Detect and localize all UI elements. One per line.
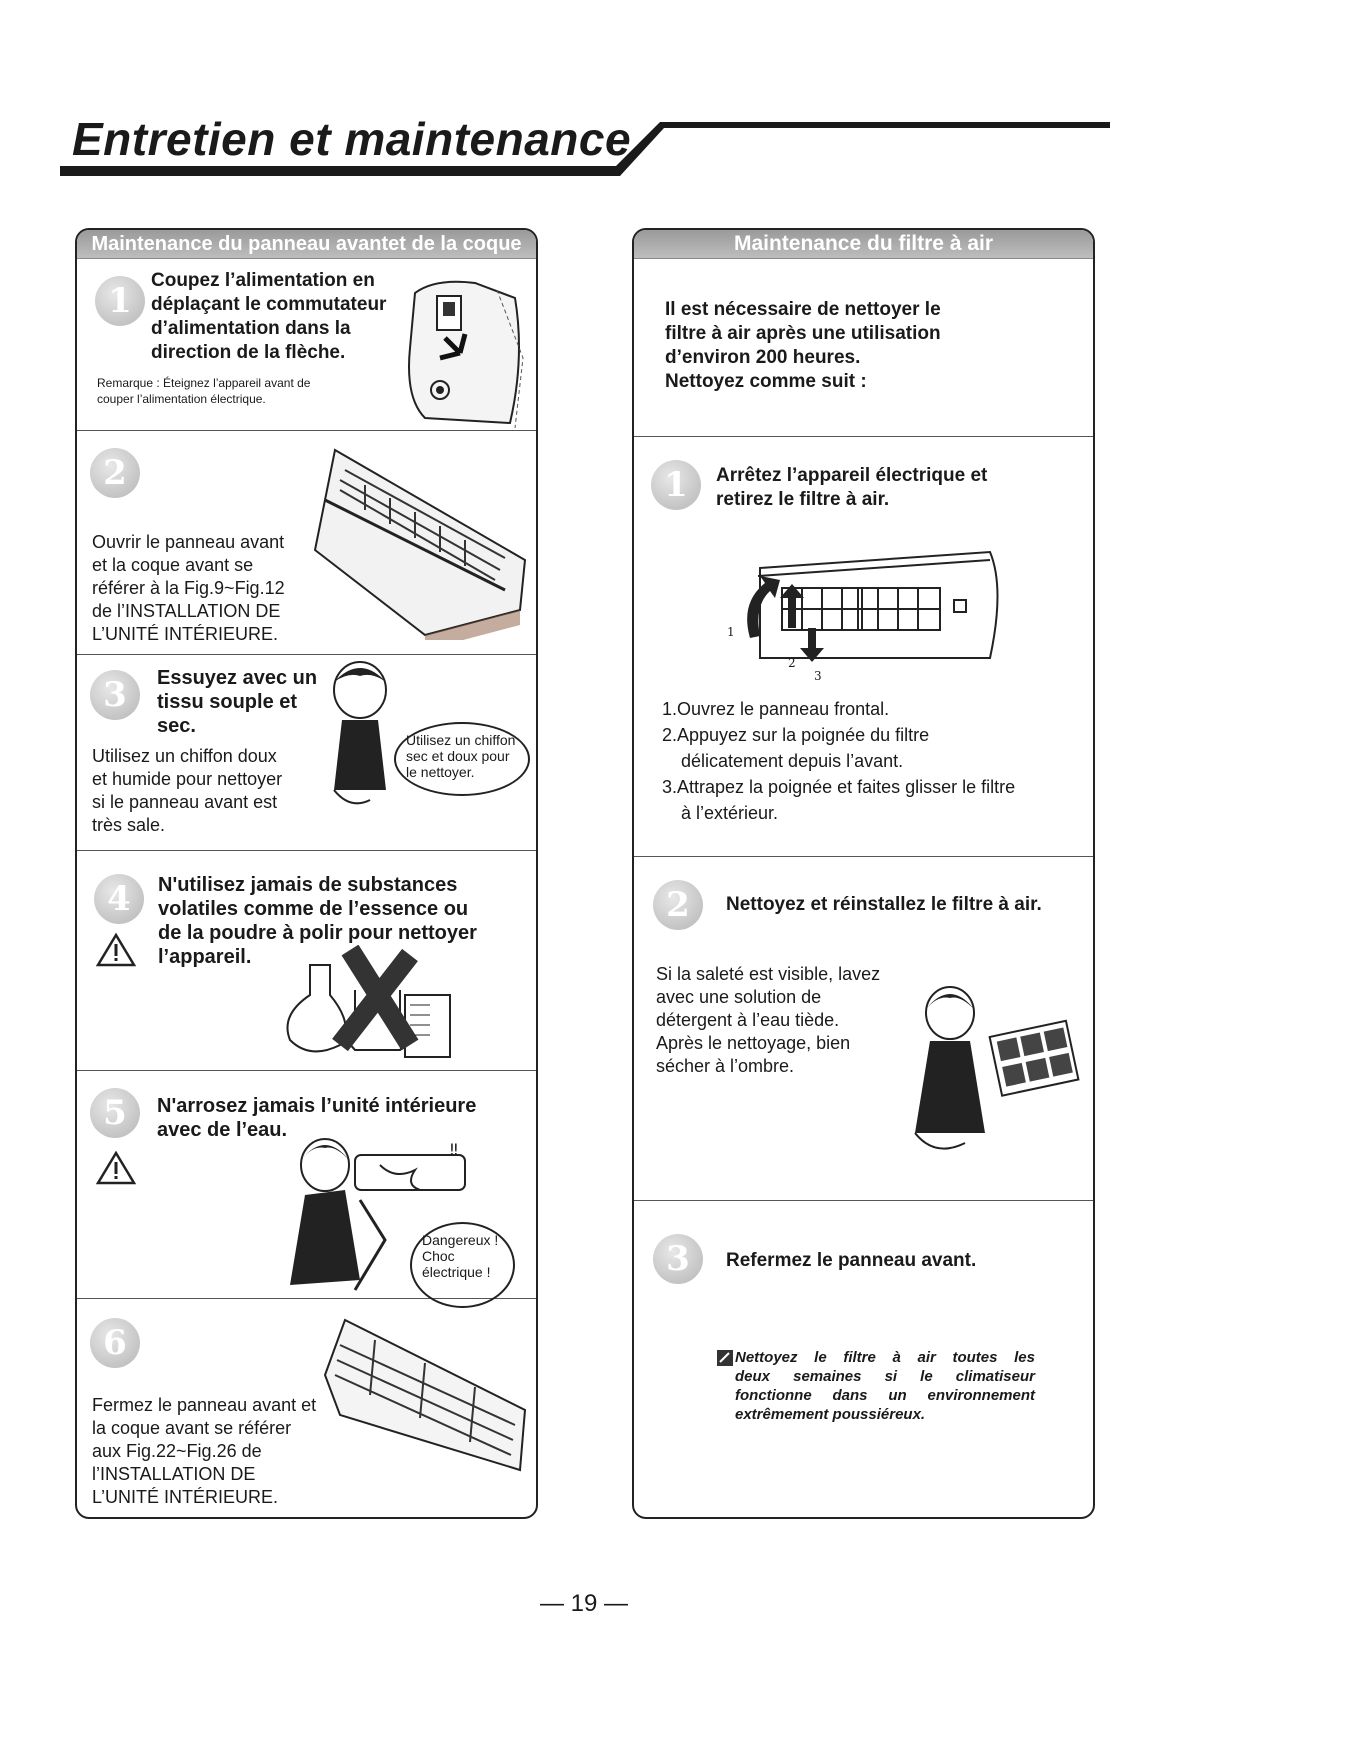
step3-heading: Essuyez avec un tissu souple et sec. xyxy=(157,667,318,737)
step6-text: Fermez le panneau avant et la coque avant se référer aux Fig.22~Fig.26 de l’INSTALLATION DE L’UNITÉ INTÉRIEURE. xyxy=(92,1395,317,1507)
step1-text: Coupez l’alimentation en déplaçant le commutateur d’alimentation dans la direction de la flèche. xyxy=(151,270,387,363)
right-step3-heading: Refermez le panneau avant. xyxy=(726,1250,977,1271)
page-title: Entretien et maintenance xyxy=(72,113,632,165)
divider xyxy=(634,1200,1093,1201)
step3-speech-bubble: Utilisez un chiffon sec et doux pour le nettoyer. xyxy=(394,722,530,796)
step-number-5: 5 xyxy=(90,1088,140,1138)
right-intro-text: Il est nécessaire de nettoyer le filtre à air après une utilisation d’environ 200 heures. Nettoyez comme suit : xyxy=(665,299,941,392)
diagram-label-1: 1 xyxy=(727,625,735,639)
woman-with-cloth-illustration xyxy=(320,660,400,820)
divider xyxy=(77,850,536,851)
diagram-label-2: 2 xyxy=(788,656,796,670)
step5-text: N'arrosez jamais l’unité intérieure avec de l’eau. xyxy=(157,1095,477,1141)
step3-text: Utilisez un chiffon doux et humide pour nettoyer si le panneau avant est très sale. xyxy=(92,746,283,835)
note-icon xyxy=(716,1349,734,1367)
step-number-4: 4 xyxy=(94,874,144,924)
warning-icon xyxy=(96,932,136,968)
divider xyxy=(77,1070,536,1071)
step-number-3: 3 xyxy=(653,1234,703,1284)
remove-filter-diagram xyxy=(720,548,1010,678)
divider xyxy=(77,430,536,431)
left-panel-title: Maintenance du panneau avantet de la coque xyxy=(77,230,536,259)
divider xyxy=(77,654,536,655)
svg-text:‼: ‼ xyxy=(450,1140,458,1159)
step-number-1: 1 xyxy=(651,460,701,510)
step1-note: Remarque : Éteignez l’appareil avant de couper l’alimentation électrique. xyxy=(97,376,311,406)
step4-text: N'utilisez jamais de substances volatiles comme de l’essence ou de la poudre à polir pour nettoyer l’appareil. xyxy=(158,874,477,968)
step5-speech-bubble: Dangereux ! Choc électrique ! xyxy=(410,1222,515,1308)
diagram-label-3: 3 xyxy=(814,669,822,683)
open-front-panel-illustration xyxy=(305,440,530,640)
right-panel xyxy=(632,228,1095,1519)
close-front-panel-illustration xyxy=(315,1315,530,1475)
divider xyxy=(634,436,1093,437)
warning-icon xyxy=(96,1150,136,1186)
step-number-2: 2 xyxy=(90,448,140,498)
right-step1-list: 1.Ouvrez le panneau frontal. 2.Appuyez sur la poignée du filtre délicatement depuis l’avant. 3.Attrapez la poignée et faites glisser le filtre à l’extérieur. xyxy=(662,699,1016,823)
step-number-1: 1 xyxy=(95,276,145,326)
divider xyxy=(634,856,1093,857)
right-step2-heading: Nettoyez et réinstallez le filtre à air. xyxy=(726,894,1042,915)
step-number-6: 6 xyxy=(90,1318,140,1368)
page-number: — 19 — xyxy=(540,1590,629,1617)
right-step1-heading: Arrêtez l’appareil électrique et retirez le filtre à air. xyxy=(716,465,988,510)
right-step2-text: Si la saleté est visible, lavez avec une solution de détergent à l’eau tiède. Après le nettoyage, bien sécher à l’ombre. xyxy=(656,964,881,1076)
right-step3-note: Nettoyez le filtre à air toutes les deux semaines si le climatiseur fonctionne dans un environnement extrêmement poussiéreux. xyxy=(735,1349,1035,1423)
no-chemicals-illustration xyxy=(270,945,460,1065)
power-switch-illustration xyxy=(385,278,530,428)
title-rule xyxy=(60,114,1110,180)
step-number-3: 3 xyxy=(90,670,140,720)
step2-text: Ouvrir le panneau avant et la coque avant se référer à la Fig.9~Fig.12 de l’INSTALLATION DE L’UNITÉ INTÉRIEURE. xyxy=(92,532,285,644)
step-number-2: 2 xyxy=(653,880,703,930)
right-panel-title: Maintenance du filtre à air xyxy=(634,230,1093,259)
woman-washing-filter-illustration xyxy=(895,983,1090,1158)
